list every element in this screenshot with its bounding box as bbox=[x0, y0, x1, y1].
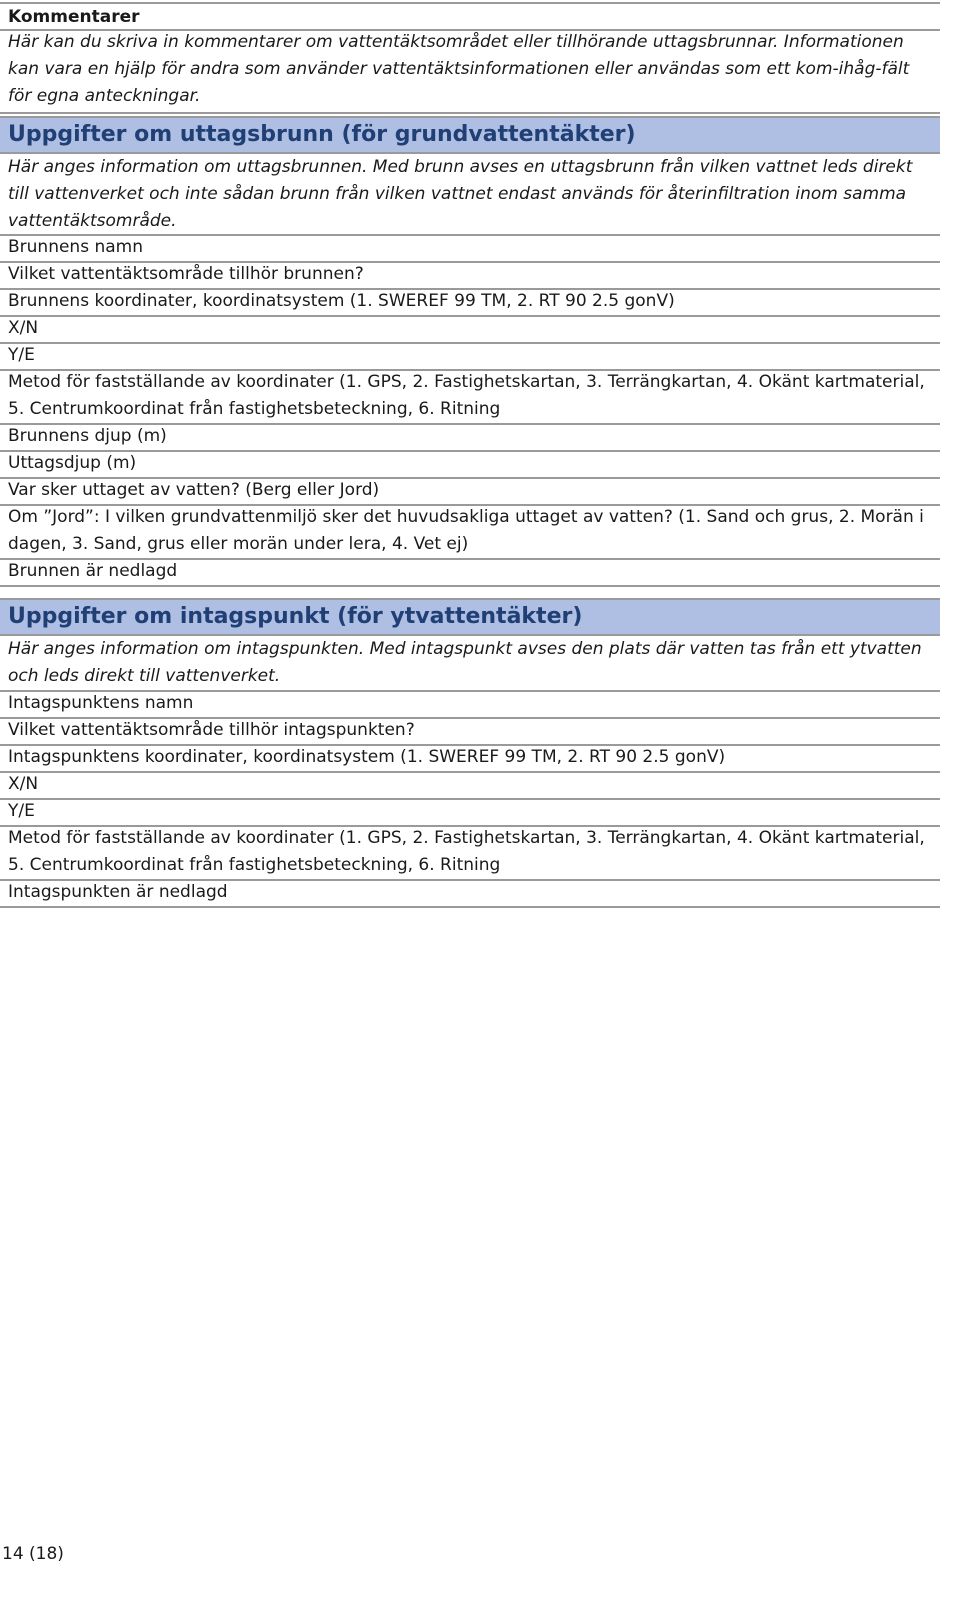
field-intake-xn: X/N bbox=[0, 771, 940, 800]
field-well-source-type: Var sker uttaget av vatten? (Berg eller Jord) bbox=[0, 477, 940, 506]
field-well-ye: Y/E bbox=[0, 342, 940, 371]
field-well-coord-method: Metod för fastställande av koordinater (1. GPS, 2. Fastighetskartan, 3. Terrängkartan, 4. Okänt kartmaterial, 5. Centrumkoordinat från fastighetsbeteckning, 6. Ritning bbox=[0, 369, 940, 425]
field-intake-decommissioned: Intagspunkten är nedlagd bbox=[0, 879, 940, 908]
field-well-groundwater-env: Om ”Jord”: I vilken grundvattenmiljö sker det huvudsakliga uttaget av vatten? (1. Sand och grus, 2. Morän i dagen, 3. Sand, grus eller morän under lera, 4. Vet ej) bbox=[0, 504, 940, 560]
field-well-xn: X/N bbox=[0, 315, 940, 344]
field-intake-ye: Y/E bbox=[0, 798, 940, 827]
field-well-area: Vilket vattentäktsområde tillhör brunnen? bbox=[0, 261, 940, 290]
field-intake-coordsystem: Intagspunktens koordinater, koordinatsystem (1. SWEREF 99 TM, 2. RT 90 2.5 gonV) bbox=[0, 744, 940, 773]
intake-section-heading: Uppgifter om intagspunkt (för ytvattentäkter) bbox=[0, 598, 940, 636]
field-well-depth: Brunnens djup (m) bbox=[0, 423, 940, 452]
field-well-coordsystem: Brunnens koordinater, koordinatsystem (1. SWEREF 99 TM, 2. RT 90 2.5 gonV) bbox=[0, 288, 940, 317]
well-section-heading: Uppgifter om uttagsbrunn (för grundvattentäkter) bbox=[0, 116, 940, 154]
comments-title: Kommentarer bbox=[0, 2, 940, 31]
comments-description: Här kan du skriva in kommentarer om vattentäktsområdet eller tillhörande uttagsbrunnar. Informationen kan vara en hjälp för andra som använder vattentäktsinformationen eller användas som ett kom-ihåg-fält för egna anteckningar. bbox=[0, 29, 940, 114]
page-number: 14 (18) bbox=[2, 1544, 64, 1564]
intake-section-intro: Här anges information om intagspunkten. Med intagspunkt avses den plats där vatten tas från ett ytvatten och leds direkt till vattenverket. bbox=[0, 636, 940, 692]
field-intake-name: Intagspunktens namn bbox=[0, 690, 940, 719]
field-well-name: Brunnens namn bbox=[0, 234, 940, 263]
field-well-intake-depth: Uttagsdjup (m) bbox=[0, 450, 940, 479]
field-intake-coord-method: Metod för fastställande av koordinater (1. GPS, 2. Fastighetskartan, 3. Terrängkartan, 4. Okänt kartmaterial, 5. Centrumkoordinat från fastighetsbeteckning, 6. Ritning bbox=[0, 825, 940, 881]
field-intake-area: Vilket vattentäktsområde tillhör intagspunkten? bbox=[0, 717, 940, 746]
well-section-intro: Här anges information om uttagsbrunnen. Med brunn avses en uttagsbrunn från vilken vattnet leds direkt till vattenverket och inte sådan brunn från vilken vattnet endast används för återinfiltration inom samma vattentäktsområde. bbox=[0, 154, 940, 236]
field-well-decommissioned: Brunnen är nedlagd bbox=[0, 558, 940, 587]
